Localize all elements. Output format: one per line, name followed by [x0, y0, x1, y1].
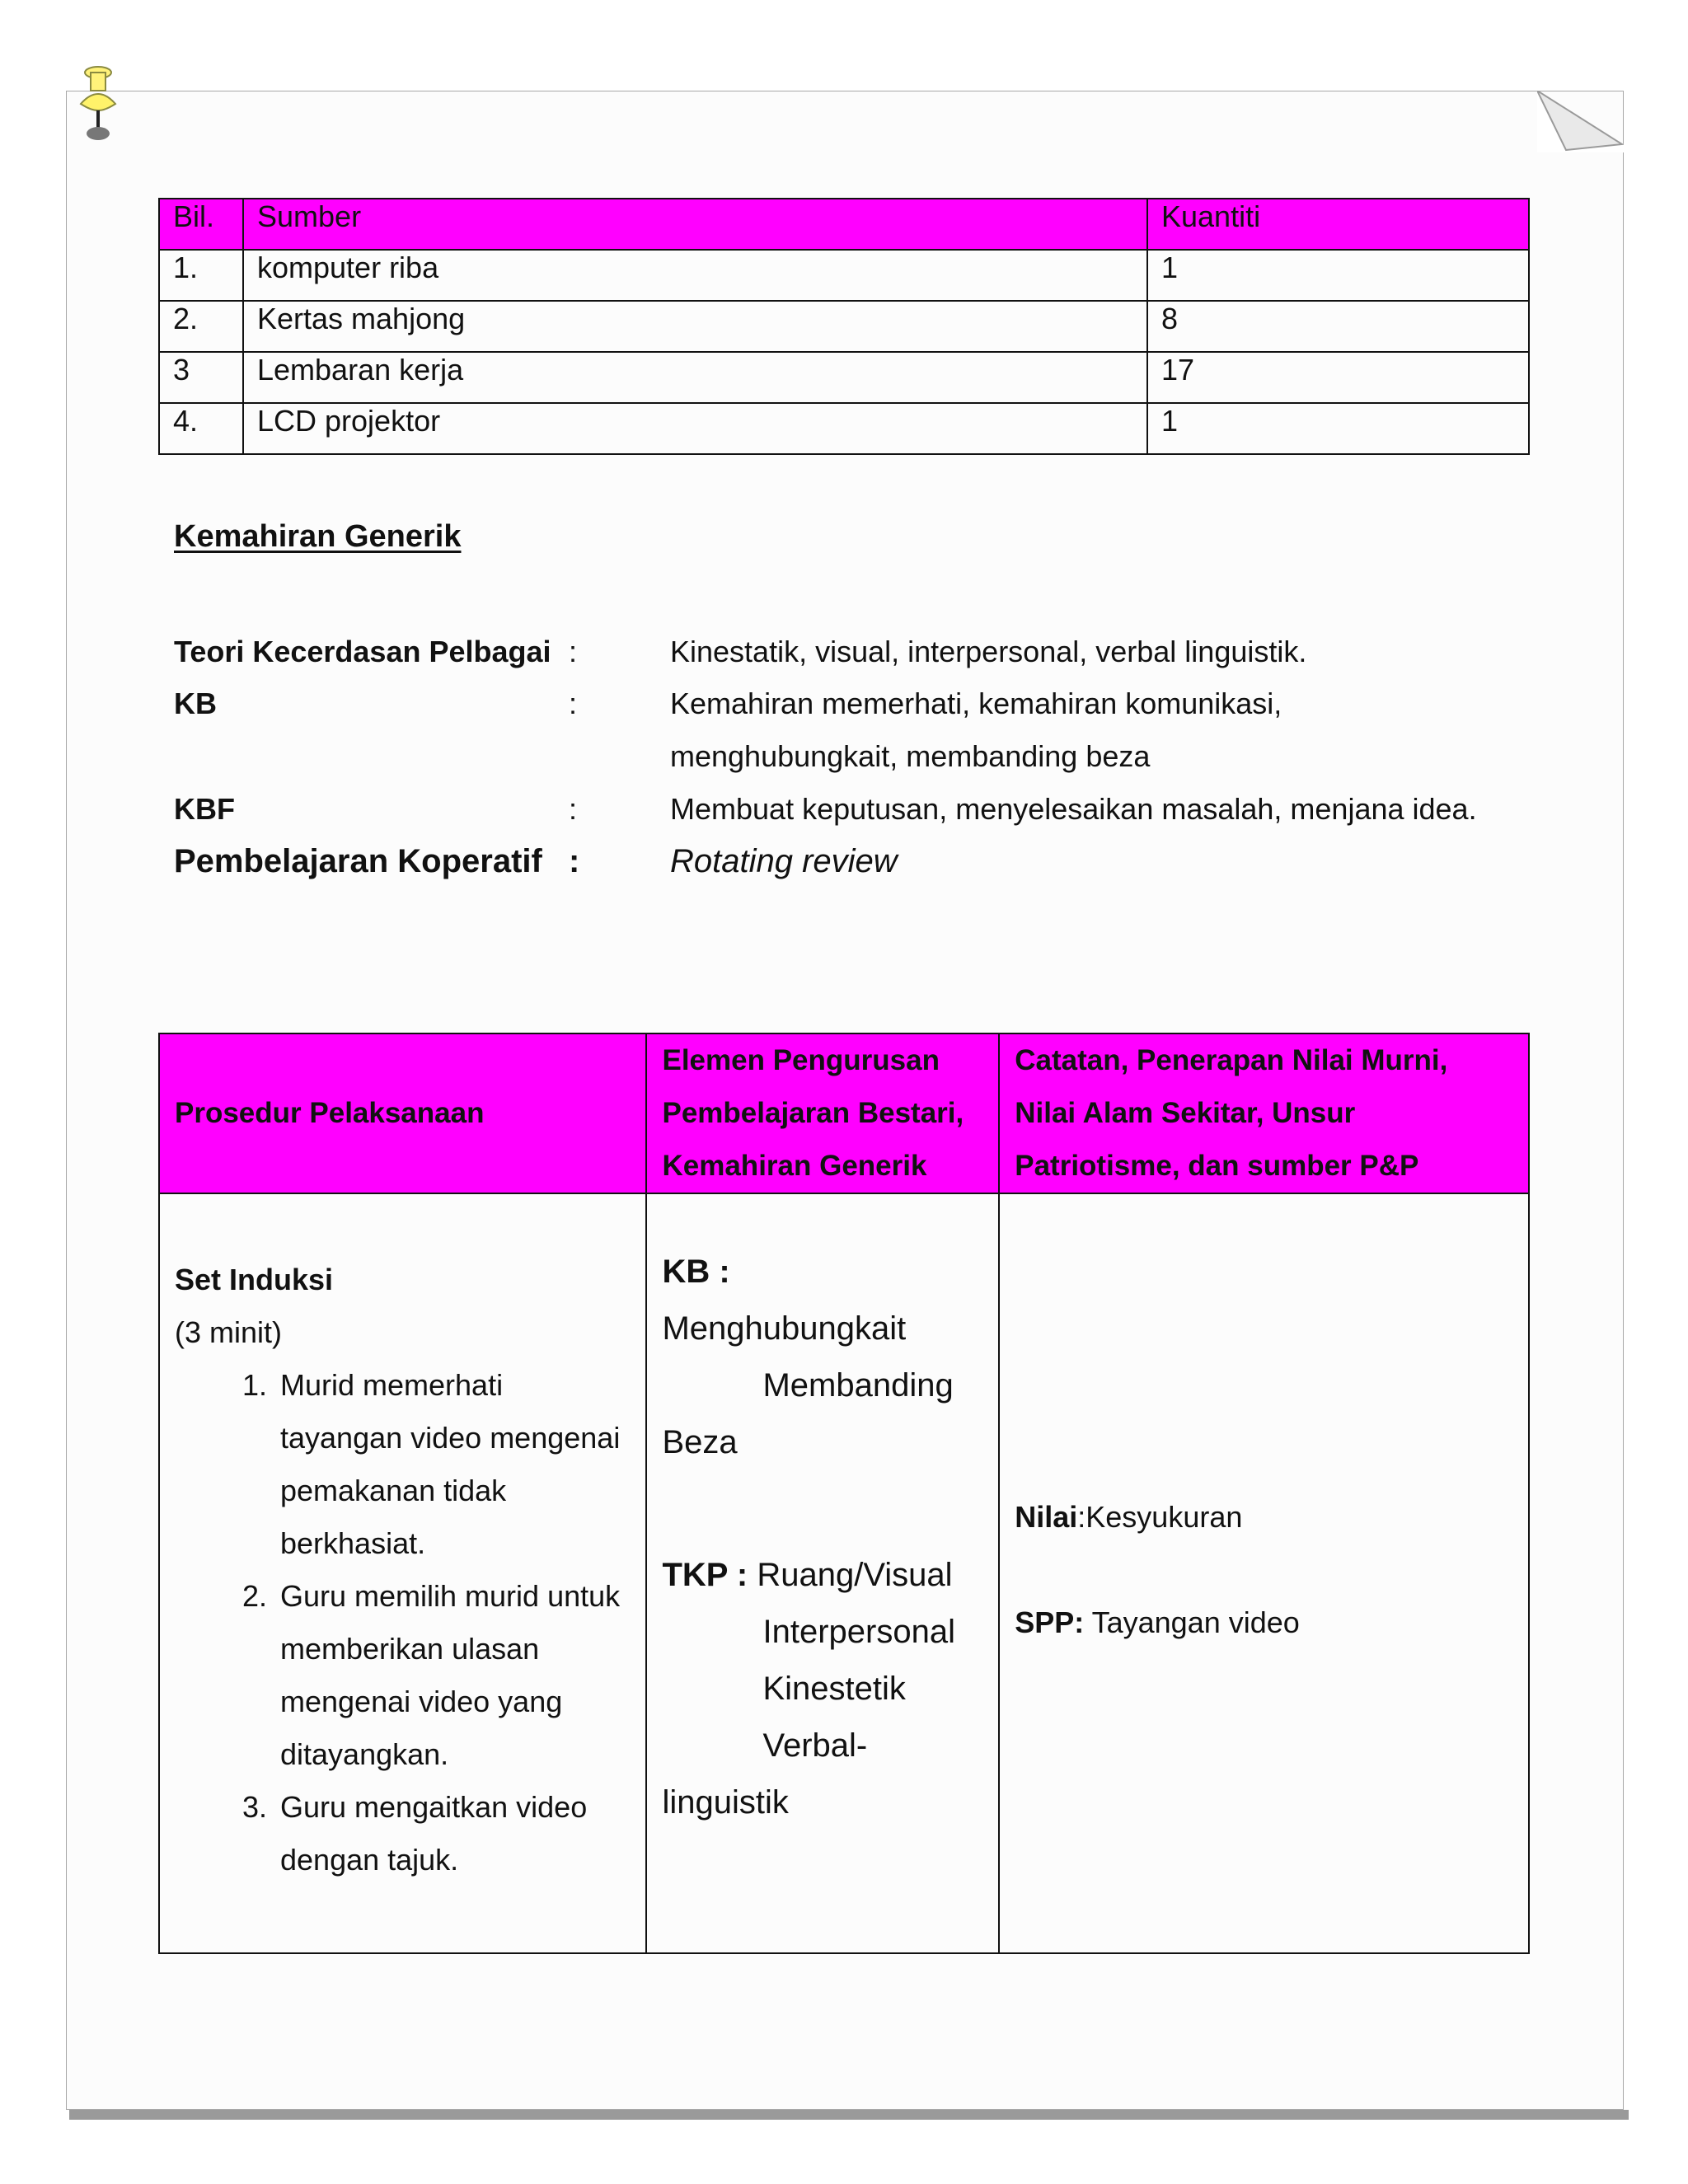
- teori-value: Kinestatik, visual, interpersonal, verbal linguistik.: [670, 635, 1307, 668]
- header-line: Kemahiran Generik: [662, 1150, 927, 1182]
- list-item: 2. Guru memilih murid untuk memberikan ulasan mengenai video yang ditayangkan.: [275, 1570, 631, 1781]
- tkp-item: linguistik: [662, 1784, 789, 1821]
- elemen-content: [662, 1244, 983, 1831]
- kb-label: KB: [174, 687, 217, 720]
- cell-bil: 1.: [159, 250, 243, 301]
- header-sumber: Sumber: [243, 199, 1147, 250]
- cell-kuantiti: 1: [1147, 250, 1529, 301]
- cell-sumber: Lembaran kerja: [243, 352, 1147, 403]
- table-header-row: [159, 1033, 1529, 1193]
- spp-row: [1015, 1596, 1513, 1649]
- colon: :: [569, 792, 578, 826]
- tkp-row: [662, 1547, 983, 1604]
- nilai-label: Nilai: [1015, 1500, 1078, 1534]
- table-row: [159, 250, 1529, 301]
- steps-list: [175, 1359, 631, 1886]
- table-row: [159, 1193, 1529, 1953]
- kb-label: KB :: [662, 1254, 730, 1290]
- cell-kuantiti: 17: [1147, 352, 1529, 403]
- header-kuantiti: Kuantiti: [1147, 199, 1529, 250]
- header-catatan: [999, 1033, 1529, 1193]
- cell-sumber: komputer riba: [243, 250, 1147, 301]
- koperatif-value: Rotating review: [670, 843, 898, 879]
- cell-kuantiti: 8: [1147, 301, 1529, 352]
- tkp-label: TKP :: [662, 1557, 748, 1593]
- folded-corner-icon: [1537, 91, 1624, 152]
- teori-label: Teori Kecerdasan Pelbagai: [174, 635, 551, 668]
- header-line: Catatan, Penerapan Nilai Murni,: [1015, 1044, 1448, 1076]
- cell-kuantiti: 1: [1147, 403, 1529, 454]
- prosedur-cell: [159, 1193, 646, 1953]
- catatan-cell: [999, 1193, 1529, 1953]
- header-line: Patriotisme, dan sumber P&P: [1015, 1150, 1419, 1182]
- tkp-item: Ruang/Visual: [757, 1557, 953, 1593]
- spp-label: SPP:: [1015, 1605, 1085, 1639]
- header-elemen: [646, 1033, 999, 1193]
- cell-sumber: LCD projektor: [243, 403, 1147, 454]
- tkp-item: Kinestetik: [762, 1671, 906, 1707]
- kbf-label: KBF: [174, 792, 235, 826]
- header-prosedur: Prosedur Pelaksanaan: [159, 1033, 646, 1193]
- header-line: Nilai Alam Sekitar, Unsur: [1015, 1097, 1356, 1129]
- colon: :: [569, 687, 578, 720]
- push-pin-icon: [73, 64, 124, 147]
- koperatif-label: Pembelajaran Koperatif: [174, 843, 542, 879]
- colon: :: [569, 843, 580, 879]
- elemen-cell: [646, 1193, 999, 1953]
- list-item: 1. Murid memerhati tayangan video mengenai pemakanan tidak berkhasiat.: [275, 1359, 631, 1570]
- section-title: Kemahiran Generik: [174, 519, 462, 554]
- colon: :: [569, 635, 578, 668]
- tkp-item: Interpersonal: [762, 1614, 955, 1650]
- kb-value-line1: Kemahiran memerhati, kemahiran komunikasi,: [670, 687, 1282, 720]
- cell-bil: 2.: [159, 301, 243, 352]
- cell-sumber: Kertas mahjong: [243, 301, 1147, 352]
- list-item: 3. Guru mengaitkan video dengan tajuk.: [275, 1781, 631, 1886]
- table-row: [159, 352, 1529, 403]
- page-shadow: [69, 2110, 1629, 2120]
- kb-item: Beza: [662, 1424, 738, 1460]
- resource-table: [158, 198, 1530, 455]
- kbf-value: Membuat keputusan, menyelesaikan masalah, menjana idea.: [670, 792, 1477, 826]
- nilai-value: :Kesyukuran: [1077, 1500, 1243, 1534]
- table-header-row: [159, 199, 1529, 250]
- table-row: [159, 301, 1529, 352]
- spp-value: Tayangan video: [1084, 1605, 1300, 1639]
- header-line: Elemen Pengurusan: [662, 1044, 940, 1076]
- header-bil: Bil.: [159, 199, 243, 250]
- set-induksi-time: (3 minit): [175, 1315, 283, 1349]
- kb-item: Menghubungkait: [662, 1310, 907, 1347]
- tkp-item: Verbal-: [762, 1727, 868, 1764]
- nilai-row: [1015, 1491, 1513, 1544]
- cell-bil: 4.: [159, 403, 243, 454]
- kb-item: Membanding: [762, 1367, 954, 1404]
- kb-value-line2: menghubungkait, membanding beza: [670, 739, 1151, 773]
- catatan-content: [1015, 1491, 1513, 1649]
- cell-bil: 3: [159, 352, 243, 403]
- set-induksi-title: Set Induksi: [175, 1263, 334, 1296]
- procedure-table: [158, 1033, 1530, 1954]
- table-row: [159, 403, 1529, 454]
- header-line: Pembelajaran Bestari,: [662, 1097, 964, 1129]
- set-induksi: [175, 1254, 631, 1886]
